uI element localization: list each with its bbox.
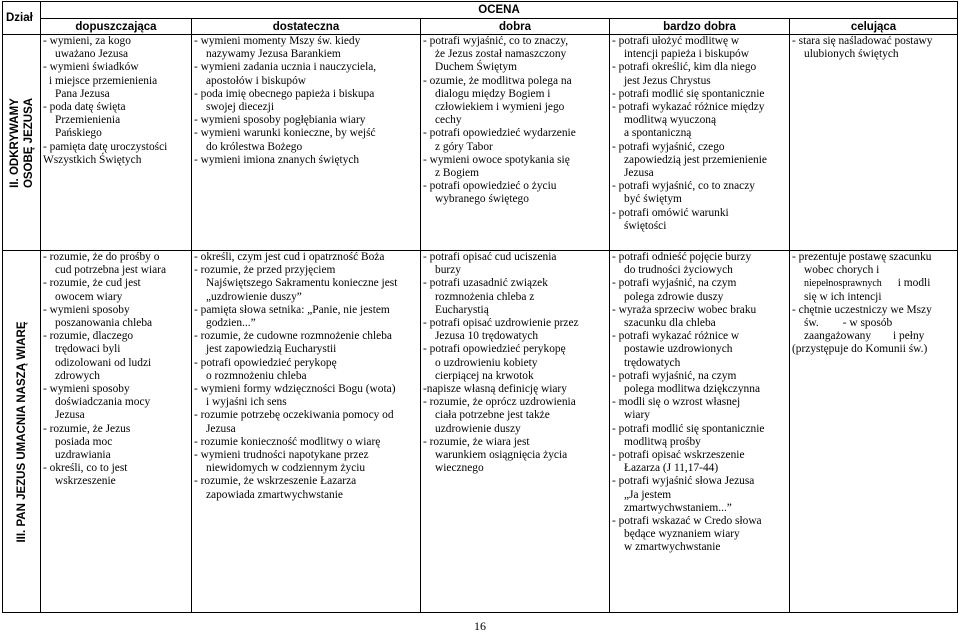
text-line: Jezusa 10 trędowatych xyxy=(435,330,539,343)
text-line: - rozumie, że przed przyjęciem xyxy=(194,264,336,277)
text-line: burzy xyxy=(435,264,461,277)
text-line: - modli się o wzrost własnej xyxy=(612,396,741,409)
text-line: - wymieni sposoby pogłębiania wiary xyxy=(194,114,366,127)
text-line: - rozumie, że do prośby o xyxy=(43,251,160,263)
text-line: - pamięta datę uroczystości xyxy=(43,140,168,153)
text-line: - rozumie konieczność modlitwy o wiarę xyxy=(194,435,381,448)
cell-umacnia-dobra xyxy=(421,251,610,613)
text-line: być świętym xyxy=(624,193,682,206)
text-line: zapowiada zmartwychwstanie xyxy=(206,488,343,501)
text-line: - potrafi wyjaśnić, co to znaczy, xyxy=(423,35,569,47)
text-line: - wymieni warunki konieczne, by wejść xyxy=(194,127,376,140)
text-line: zmartwychwstaniem...” xyxy=(624,501,732,514)
text-line: szacunku dla chleba xyxy=(624,317,716,330)
text-line: wybranego świętego xyxy=(435,193,529,206)
text-line: w zmartwychwstanie xyxy=(624,541,721,554)
text-line: - potrafi ułożyć modlitwę w xyxy=(612,35,740,47)
text-line: się w ich intencji xyxy=(804,290,882,303)
section-title-umacnia xyxy=(3,251,41,613)
text-line: poszanowania chleba xyxy=(55,317,153,330)
text-line: że Jezus został namaszczony xyxy=(435,48,567,61)
text-line: godzien...” xyxy=(206,317,256,330)
text-line: rozmnożenia chleba z xyxy=(435,290,535,303)
text-line: Łazarza (J 11,17-44) xyxy=(624,462,719,475)
text-line: - potrafi odnieść pojęcie burzy xyxy=(612,251,752,263)
text-line: warunkiem osiągnięcia życia xyxy=(435,449,568,462)
text-line: Jezusa xyxy=(624,167,654,180)
text-line: - potrafi opowiedzieć perykopę xyxy=(194,356,337,369)
text-line: - określi, czym jest cud i opatrzność Boża xyxy=(194,251,385,263)
grade-header-celujaca: celująca xyxy=(790,19,958,35)
text-line: jest Jezus Chrystus xyxy=(624,74,711,87)
text-line: Eucharystią xyxy=(435,303,489,316)
text-line: - rozumie, że oprócz uzdrowienia xyxy=(423,396,576,409)
text-line xyxy=(792,330,955,343)
text-fragment: - w sposób xyxy=(842,317,893,330)
text-line: cierpiącej na krwotok xyxy=(435,369,534,382)
text-line: - potrafi określić, kim dla niego xyxy=(612,61,757,74)
text-line: niewidomych w codziennym życiu xyxy=(206,462,366,475)
text-line: doświadczania mocy xyxy=(55,396,151,409)
section-title-line: OSOBĘ JEZUSA xyxy=(22,97,35,188)
text-line: - określi, co to jest xyxy=(43,462,128,475)
dzial-header: Dział xyxy=(3,2,41,35)
text-line: Pana Jezusa xyxy=(55,87,110,100)
text-line: - rozumie, że wskrzeszenie Łazarza xyxy=(194,475,357,488)
text-line: z Bogiem xyxy=(435,167,479,180)
text-line: -napisze własną definicję wiary xyxy=(423,383,567,396)
grade-header-bardzo-dobra: bardzo dobra xyxy=(610,19,790,35)
text-line: apostołów i biskupów xyxy=(206,74,306,87)
text-line: i miejsce przemienienia xyxy=(49,74,158,87)
text-line: Wszystkich Świętych xyxy=(43,153,142,166)
section-title-line: II. ODKRYWAMY xyxy=(8,97,21,188)
text-line: - prezentuje postawę szacunku xyxy=(792,251,932,263)
text-line: (przystępuje do Komunii św.) xyxy=(792,343,928,356)
text-line: - potrafi opowiedzieć o życiu xyxy=(423,180,557,193)
text-line: swojej diecezji xyxy=(206,101,274,114)
cell-umacnia-dostateczna xyxy=(192,251,421,613)
text-line: człowiekiem i wymieni jego xyxy=(435,101,565,114)
text-fragment: zaangażowany xyxy=(804,330,872,343)
cell-odkrywamy-dostateczna xyxy=(192,35,421,251)
text-line: zdrowych xyxy=(55,369,100,382)
text-line: intencji papieża i biskupów xyxy=(624,48,749,61)
text-fragment: i modli xyxy=(897,277,931,290)
text-line: postawie uzdrowionych xyxy=(624,343,733,356)
text-line: Przemienienia xyxy=(55,114,121,127)
text-line: - wyraża sprzeciw wobec braku xyxy=(612,303,757,316)
text-line: wiecznego xyxy=(435,462,484,475)
text-line: - wymieni imiona znanych świętych xyxy=(194,153,360,166)
text-line: - potrafi wyjaśnić słowa Jezusa xyxy=(612,475,755,488)
text-line: cechy xyxy=(435,114,462,127)
text-line: nazywamy Jezusa Barankiem xyxy=(206,48,341,61)
grade-header-dobra: dobra xyxy=(421,19,610,35)
text-line: - poda datę święta xyxy=(43,101,126,114)
text-line: - potrafi opisać cud uciszenia xyxy=(423,251,557,263)
text-line xyxy=(792,277,955,290)
text-line: - stara się naśladować postawy xyxy=(792,35,933,47)
section-title-line: III. PAN JEZUS UMACNIA NASZĄ WIARĘ xyxy=(15,320,28,543)
text-line: - wymieni trudności napotykane przez xyxy=(194,449,369,462)
text-line: Jezusa xyxy=(206,422,236,435)
text-line: modlitwą wyuczoną xyxy=(624,114,717,127)
text-line: - potrafi wyjaśnić, czego xyxy=(612,140,725,153)
text-line: ulubionych świętych xyxy=(804,48,899,61)
text-line: - wymieni sposoby xyxy=(43,383,130,396)
text-line: - potrafi opisać wskrzeszenie xyxy=(612,449,745,462)
text-line: - potrafi opowiedzieć perykopę xyxy=(423,343,566,356)
page-number: 16 xyxy=(474,619,486,633)
section-title-odkrywamy xyxy=(3,35,41,251)
curriculum-table xyxy=(2,1,958,613)
cell-umacnia-bardzo-dobra xyxy=(610,251,790,613)
text-line: - rozumie, że Jezus xyxy=(43,422,131,435)
text-fragment: św. xyxy=(804,317,819,330)
text-line: Pańskiego xyxy=(55,127,102,140)
text-line: uważano Jezusa xyxy=(55,48,129,61)
text-line: „Ja jestem xyxy=(624,488,672,501)
text-line: - potrafi modlić się spontanicznie xyxy=(612,422,765,435)
text-line: o rozmnożeniu chleba xyxy=(206,369,307,382)
cell-odkrywamy-dobra xyxy=(421,35,610,251)
cell-odkrywamy-dopuszczajaca xyxy=(41,35,192,251)
cell-umacnia-celujaca xyxy=(790,251,958,613)
text-line: - wymieni zadania ucznia i nauczyciela, xyxy=(194,61,377,74)
text-line: cud potrzebna jest wiara xyxy=(55,264,167,277)
text-line: owocem wiary xyxy=(55,290,123,303)
text-line: polega modlitwa dziękczynna xyxy=(624,383,761,396)
cell-odkrywamy-celujaca xyxy=(790,35,958,251)
text-line: - potrafi wyjaśnić, co to znaczy xyxy=(612,180,755,193)
text-line: świętości xyxy=(624,219,667,232)
text-line: uzdrowienie duszy xyxy=(435,422,521,435)
text-line: - wymieni sposoby xyxy=(43,303,130,316)
text-line: polega zdrowie duszy xyxy=(624,290,724,303)
text-line: trędowaci byli xyxy=(55,343,121,356)
text-line: - potrafi wykazać różnice między xyxy=(612,101,765,114)
text-line: i wyjaśni ich sens xyxy=(206,396,287,409)
text-line: do królestwa Bożego xyxy=(206,140,303,153)
text-line: - ozumie, że modlitwa polega na xyxy=(423,74,572,87)
text-line: uzdrawiania xyxy=(55,449,111,462)
text-line: - potrafi wskazać w Credo słowa xyxy=(612,515,762,528)
text-fragment: i pełny xyxy=(893,330,925,343)
text-line: - potrafi omówić warunki xyxy=(612,206,729,219)
text-line: - potrafi uzasadnić związek xyxy=(423,277,548,290)
text-line: - wymieni momenty Mszy św. kiedy xyxy=(194,35,361,47)
text-line: - potrafi opowiedzieć wydarzenie xyxy=(423,127,576,140)
text-line: będące wyznaniem wiary xyxy=(624,528,740,541)
grade-header-dostateczna: dostateczna xyxy=(192,19,421,35)
section-row-umacnia xyxy=(3,251,958,613)
text-line: „uzdrowienie duszy” xyxy=(206,290,302,303)
text-line: - potrafi wyjaśnić, na czym xyxy=(612,277,737,290)
text-line: trędowatych xyxy=(624,356,681,369)
text-line: - poda imię obecnego papieża i biskupa xyxy=(194,87,375,100)
text-line: a spontaniczną xyxy=(624,127,692,140)
text-line: - potrafi wyjaśnić, na czym xyxy=(612,369,737,382)
text-line: wiary xyxy=(624,409,650,422)
text-line: odizolowani od ludzi xyxy=(55,356,152,369)
text-line: - potrafi wykazać różnice w xyxy=(612,330,740,343)
cell-umacnia-dopuszczajaca xyxy=(41,251,192,613)
text-line: - rozumie, że cud jest xyxy=(43,277,141,290)
text-line: z góry Tabor xyxy=(435,140,493,153)
text-line: - chętnie uczestniczy we Mszy xyxy=(792,303,932,316)
text-line: - wymieni formy wdzięczności Bogu (wota) xyxy=(194,383,396,396)
text-line: dialogu między Bogiem i xyxy=(435,87,551,100)
text-fragment: niepełnosprawnych xyxy=(804,278,882,290)
text-line: - potrafi opisać uzdrowienie przez xyxy=(423,317,579,330)
text-line: do trudności życiowych xyxy=(624,264,733,277)
text-line: - wymieni świadków xyxy=(43,61,139,74)
text-line xyxy=(792,317,955,330)
text-line: - potrafi modlić się spontanicznie xyxy=(612,87,765,100)
text-line: zapowiedzią jest przemienienie xyxy=(624,153,767,166)
ocena-header: OCENA xyxy=(41,2,958,19)
text-line: o uzdrowieniu kobiety xyxy=(435,356,538,369)
text-line: posiada moc xyxy=(55,435,113,448)
text-line: ciała potrzebne jest także xyxy=(435,409,550,422)
text-line: - wymieni, za kogo xyxy=(43,35,131,47)
text-line: - rozumie potrzebę oczekiwania pomocy od xyxy=(194,409,394,422)
cell-odkrywamy-bardzo-dobra xyxy=(610,35,790,251)
text-line: Jezusa xyxy=(55,409,85,422)
section-row-odkrywamy xyxy=(3,35,958,251)
text-line: modlitwą prośby xyxy=(624,435,701,448)
text-line: - rozumie, że cudowne rozmnożenie chleba xyxy=(194,330,392,343)
text-line: jest zapowiedzią Eucharystii xyxy=(206,343,337,356)
text-line: Najświętszego Sakramentu konieczne jest xyxy=(206,277,398,290)
text-line: - wymieni owoce spotykania się xyxy=(423,153,570,166)
grade-header-dopuszczajaca: dopuszczająca xyxy=(41,19,192,35)
text-line: - rozumie, dlaczego xyxy=(43,330,134,343)
text-line: wobec chorych i xyxy=(804,264,880,277)
text-line: - rozumie, że wiara jest xyxy=(423,435,530,448)
text-line: - pamięta słowa setnika: „Panie, nie jestem xyxy=(194,303,390,316)
text-line: Duchem Świętym xyxy=(435,61,517,74)
text-line: wskrzeszenie xyxy=(55,475,116,488)
